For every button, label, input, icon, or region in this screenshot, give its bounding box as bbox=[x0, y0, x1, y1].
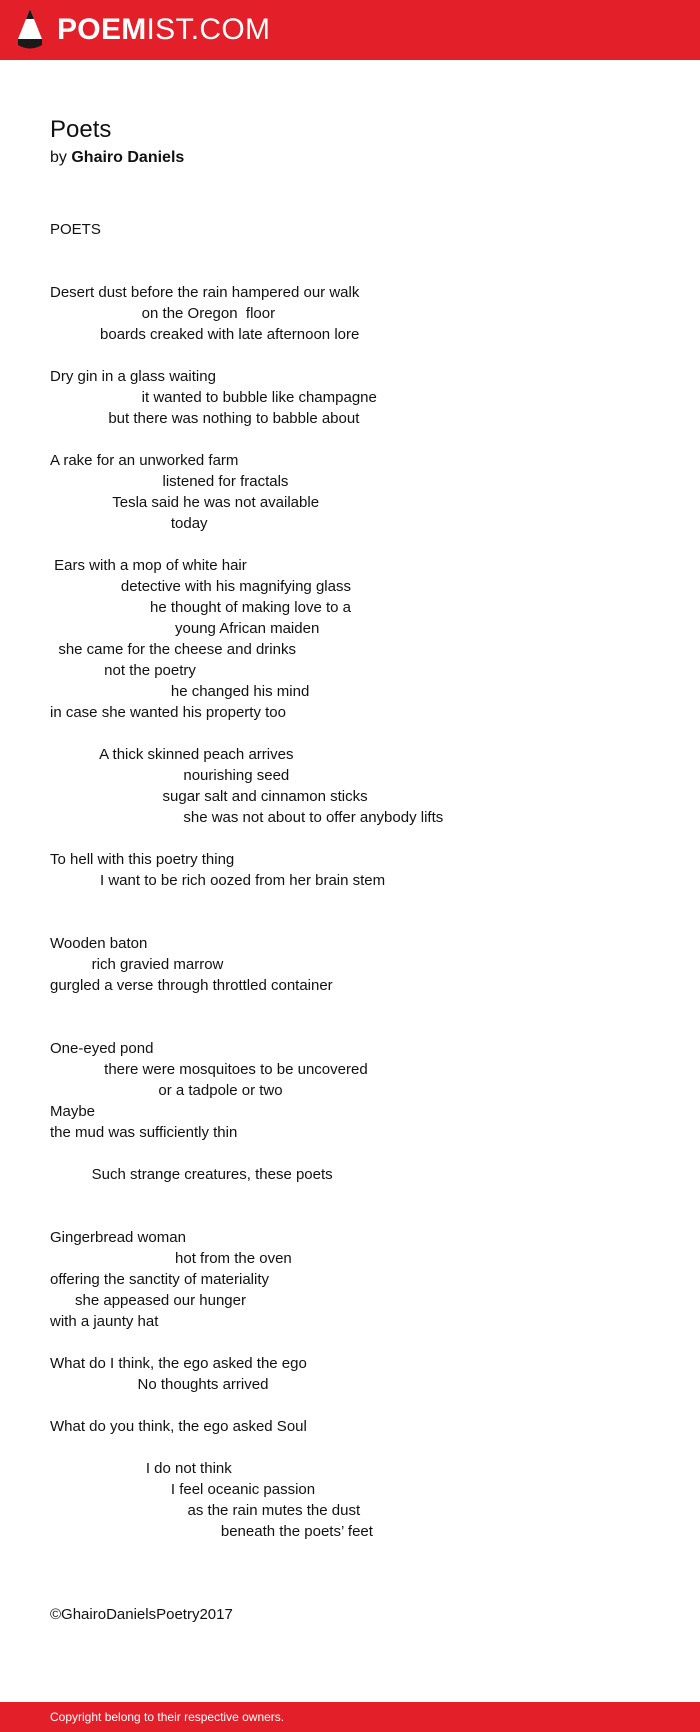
poem-line: gurgled a verse through throttled container bbox=[50, 977, 333, 994]
poem-line: To hell with this poetry thing bbox=[50, 851, 235, 868]
poem-line: A rake for an unworked farm bbox=[50, 452, 239, 469]
poem-line: the mud was sufficiently thin bbox=[50, 1124, 238, 1141]
poem-line bbox=[50, 1437, 670, 1458]
poem-line: young African maiden bbox=[50, 620, 320, 637]
poem-line: rich gravied marrow bbox=[50, 956, 224, 973]
poem-line: or a tadpole or two bbox=[50, 1082, 283, 1099]
poem-line: he changed his mind bbox=[50, 683, 310, 700]
poem-line: I feel oceanic passion bbox=[50, 1481, 316, 1498]
poem-line bbox=[50, 240, 670, 261]
poem-line: Gingerbread woman bbox=[50, 1229, 186, 1246]
poem-line: What do you think, the ego asked Soul bbox=[50, 1418, 307, 1435]
poem-line bbox=[50, 912, 670, 933]
poem-line: in case she wanted his property too bbox=[50, 704, 286, 721]
poem-line bbox=[50, 828, 670, 849]
poem-line: Tesla said he was not available bbox=[50, 494, 320, 511]
poem-line bbox=[50, 891, 670, 912]
poem-line: No thoughts arrived bbox=[50, 1376, 269, 1393]
poem-line: One-eyed pond bbox=[50, 1040, 154, 1057]
poem-title: Poets bbox=[50, 116, 112, 143]
poem-line bbox=[50, 1206, 670, 1227]
poem-line: Maybe bbox=[50, 1103, 96, 1120]
poem-line: he thought of making love to a bbox=[50, 599, 351, 616]
brand-name-light: IST.COM bbox=[146, 13, 271, 46]
poem-line bbox=[50, 429, 670, 450]
poem-line: boards creaked with late afternoon lore bbox=[50, 326, 360, 343]
poem-line: beneath the poets’ feet bbox=[50, 1523, 373, 1540]
site-logo-link[interactable] bbox=[17, 8, 270, 52]
poem-line: POETS bbox=[50, 221, 101, 238]
poem-copyright: ©GhairoDanielsPoetry2017 bbox=[50, 1606, 233, 1623]
poem-byline bbox=[50, 147, 184, 169]
poem-line: she appeased our hunger bbox=[50, 1292, 246, 1309]
byline-prefix: by bbox=[50, 149, 67, 166]
poem-line: nourishing seed bbox=[50, 767, 290, 784]
poem-line: sugar salt and cinnamon sticks bbox=[50, 788, 368, 805]
poem-line: Wooden baton bbox=[50, 935, 148, 952]
poem-line: I want to be rich oozed from her brain stem bbox=[50, 872, 386, 889]
poem-line: not the poetry bbox=[50, 662, 196, 679]
poem-line: there were mosquitoes to be uncovered bbox=[50, 1061, 368, 1078]
pencil-icon bbox=[17, 8, 43, 52]
poem-line bbox=[50, 1143, 670, 1164]
poem-body bbox=[50, 219, 670, 1542]
poem-line: I do not think bbox=[50, 1460, 232, 1477]
poem-line bbox=[50, 723, 670, 744]
poem-line: but there was nothing to babble about bbox=[50, 410, 360, 427]
poem-line: detective with his magnifying glass bbox=[50, 578, 351, 595]
poem-line: offering the sanctity of materiality bbox=[50, 1271, 269, 1288]
poem-line: it wanted to bubble like champagne bbox=[50, 389, 377, 406]
poem-line bbox=[50, 1185, 670, 1206]
poem-line: Ears with a mop of white hair bbox=[50, 557, 247, 574]
poem-line: Dry gin in a glass waiting bbox=[50, 368, 216, 385]
poem-line: Such strange creatures, these poets bbox=[50, 1166, 333, 1183]
poem-author: Ghairo Daniels bbox=[71, 149, 185, 166]
poem-line: she came for the cheese and drinks bbox=[50, 641, 296, 658]
poem-line: on the Oregon floor bbox=[50, 305, 276, 322]
poem-line bbox=[50, 534, 670, 555]
poem-line: she was not about to offer anybody lifts bbox=[50, 809, 444, 826]
poem-line: What do I think, the ego asked the ego bbox=[50, 1355, 307, 1372]
poem-line: today bbox=[50, 515, 208, 532]
poem-line bbox=[50, 1017, 670, 1038]
poem-line bbox=[50, 1395, 670, 1416]
poem-line bbox=[50, 996, 670, 1017]
brand-name-bold: POEM bbox=[57, 13, 147, 46]
poem-line bbox=[50, 261, 670, 282]
poem-line bbox=[50, 345, 670, 366]
poem-line: as the rain mutes the dust bbox=[50, 1502, 361, 1519]
site-header bbox=[0, 0, 700, 60]
poem-line: A thick skinned peach arrives bbox=[50, 746, 294, 763]
poem-line bbox=[50, 1332, 670, 1353]
poem-line: with a jaunty hat bbox=[50, 1313, 159, 1330]
poem-line: Desert dust before the rain hampered our walk bbox=[50, 284, 360, 301]
poem-line: hot from the oven bbox=[50, 1250, 292, 1267]
poem-line: listened for fractals bbox=[50, 473, 289, 490]
brand-name bbox=[57, 15, 270, 45]
footer-copyright: Copyright belong to their respective owners. bbox=[50, 1710, 285, 1724]
site-footer bbox=[0, 1702, 700, 1732]
